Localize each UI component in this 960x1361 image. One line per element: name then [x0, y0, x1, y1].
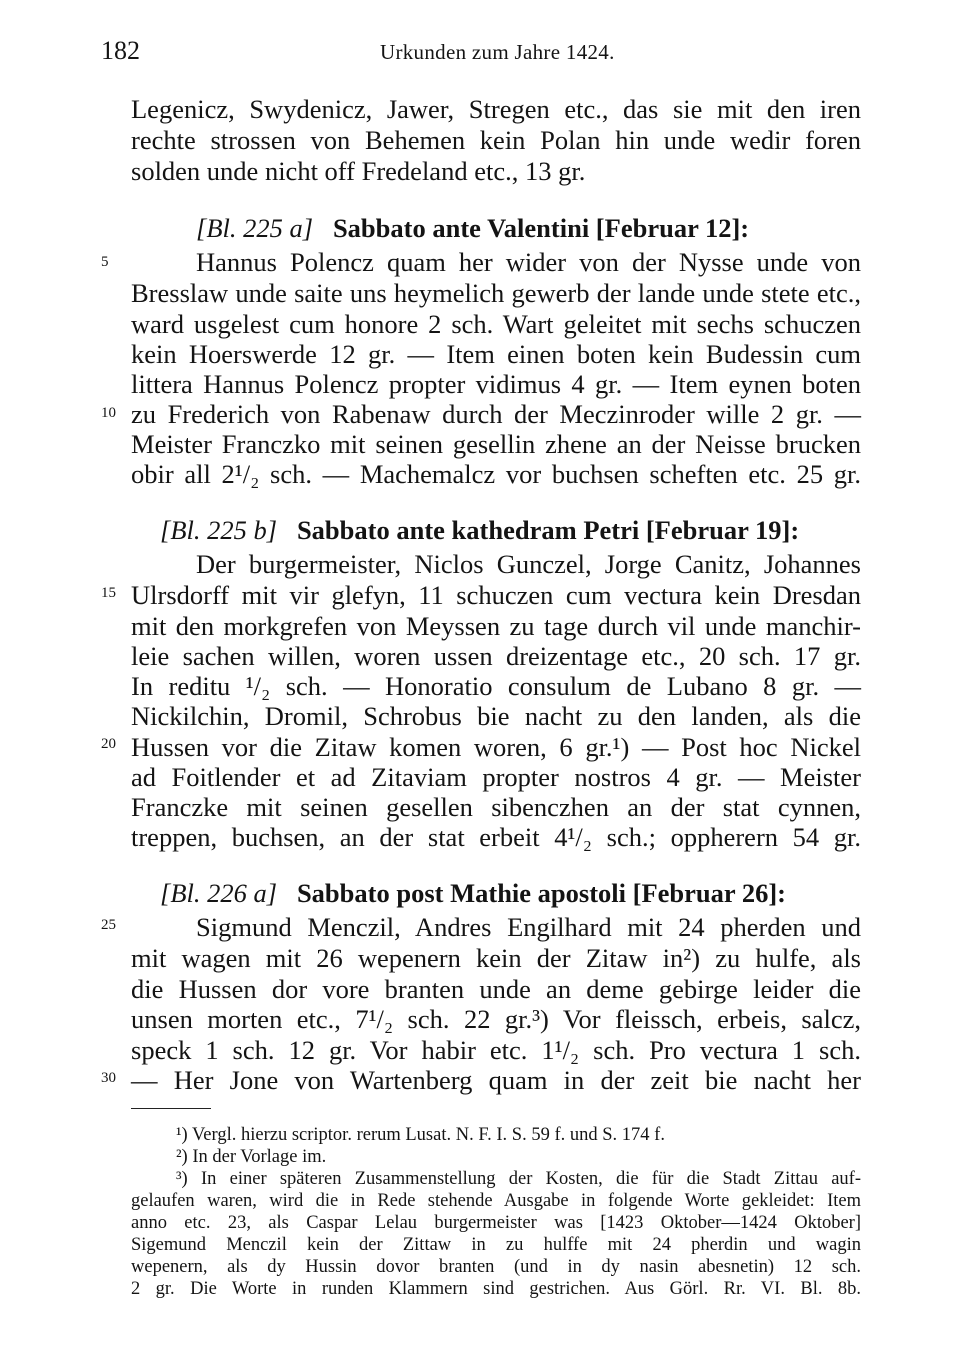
folio-reference: [Bl. 226 a] [160, 878, 278, 908]
line-number: 10 [101, 405, 116, 421]
text-line: Der burgermeister, Niclos Gunczel, Jorge Canitz, Johannes [196, 549, 861, 579]
text-line: Franczke mit seinen gesellen sibenczhen an der stat cynnen, [131, 792, 861, 822]
footnote-line: ³) In einer späteren Zusammenstellung der Kosten, die für die Stadt Zittau auf- [176, 1169, 861, 1189]
text-line: Hussen vor die Zitaw komen woren, 6 gr.¹) — Post hoc Nickel [131, 732, 861, 762]
text-line: speck 1 sch. 12 gr. Vor habir etc. 1¹/₂ sch. Pro vectura 1 sch. [131, 1035, 861, 1065]
text-line: ward usgelest cum honore 2 sch. Wart geleitet mit sechs schuczen [131, 309, 861, 339]
footnote-line: ²) In der Vorlage im. [176, 1147, 327, 1167]
text-line: unsen morten etc., 7¹/₂ sch. 22 gr.³) Vor fleissch, erbeis, salcz, [131, 1004, 861, 1034]
text-line: zu Frederich von Rabenaw durch der Meczinroder wille 2 gr. — [131, 399, 861, 429]
folio-reference: [Bl. 225 a] [196, 213, 314, 243]
line-number: 20 [101, 736, 116, 752]
text-line: Bresslaw unde saite uns heymelich gewerb der lande unde stete etc., [131, 278, 861, 308]
section-title: Sabbato ante kathedram Petri [Februar 19]: [296, 515, 800, 545]
text-line: kein Hoerswerde 12 gr. — Item einen boten kein Budessin cum [131, 339, 861, 369]
text-line: — Her Jone von Wartenberg quam in der zeit bie nacht her [131, 1065, 861, 1095]
text-line: Meister Franczko mit seinen gesellin zhene an der Neisse brucken [131, 429, 861, 459]
text-line: obir all 2¹/₂ sch. — Machemalcz vor buchsen scheften etc. 25 gr. [131, 459, 861, 489]
section-heading [196, 213, 749, 244]
text-line: leie sachen willen, woren ussen dreizentage etc., 20 sch. 17 gr. [131, 641, 861, 671]
line-number: 30 [101, 1070, 116, 1086]
text-line: die Hussen dor vore branten unde an deme gebirge leider die [131, 974, 861, 1004]
text-line: littera Hannus Polencz propter vidimus 4 gr. — Item eynen boten [131, 369, 861, 399]
footnote-line: Sigemund Menczil kein der Zittaw in zu hulffe mit 24 pherdin und wagin [131, 1235, 861, 1255]
line-number: 15 [101, 585, 116, 601]
section-title: Sabbato ante Valentini [Februar 12]: [332, 213, 750, 243]
text-line: solden unde nicht off Fredeland etc., 13 gr. [131, 156, 586, 186]
section-heading [160, 515, 799, 546]
text-line: ad Foitlender et ad Zitaviam propter nostros 4 gr. — Meister [131, 762, 861, 792]
text-line: Sigmund Menczil, Andres Engilhard mit 24 pherden und [196, 912, 861, 942]
section-title: Sabbato post Mathie apostoli [Februar 26]: [296, 878, 786, 908]
footnote-line: wepenern, als dy Hussin dovor branten (und in dy nasin abesnetin) 12 sch. [131, 1257, 861, 1277]
footnote-line: anno etc. 23, als Caspar Lelau burgermeister was [1423 Oktober—1424 Oktober] [131, 1213, 861, 1233]
folio-reference: [Bl. 225 b] [160, 515, 278, 545]
text-line: treppen, buchsen, an der stat erbeit 4¹/₂ sch.; oppherern 54 gr. [131, 822, 861, 852]
text-line: Hannus Polencz quam her wider von der Nysse unde von [196, 247, 861, 277]
running-head: Urkunden zum Jahre 1424. [380, 40, 615, 64]
footnote-line: 2 gr. Die Worte in runden Klammern sind gestrichen. Aus Görl. Rr. VI. Bl. 8b. [131, 1279, 861, 1299]
footnote-line: ¹) Vergl. hierzu scriptor. rerum Lusat. N. F. I. S. 59 f. und S. 174 f. [176, 1125, 665, 1145]
text-line: Ulrsdorff mit vir glefyn, 11 schuczen cum vectura kein Dresdan [131, 580, 861, 610]
text-line: mit wagen mit 26 wepenern kein der Zitaw in²) zu hulfe, als [131, 943, 861, 973]
footnote-rule [131, 1108, 211, 1109]
text-line: Legenicz, Swydenicz, Jawer, Stregen etc., das sie mit den iren [131, 94, 861, 124]
text-line: In reditu ¹/₂ sch. — Honoratio consulum de Lubano 8 gr. — [131, 671, 861, 701]
page-number: 182 [101, 36, 140, 65]
section-heading [160, 878, 786, 909]
line-number: 25 [101, 917, 116, 933]
text-line: rechte strossen von Behemen kein Polan hin unde wedir foren [131, 125, 861, 155]
text-line: Nickilchin, Dromil, Schrobus bie nacht zu den landen, als die [131, 701, 861, 731]
footnote-line: gelaufen waren, wird die in Rede stehende Ausgabe in folgende Worte gekleidet: Item [131, 1191, 861, 1211]
line-number: 5 [101, 254, 109, 270]
text-line: mit den morkgrefen von Meyssen zu tage durch vil unde manchir- [131, 611, 861, 641]
